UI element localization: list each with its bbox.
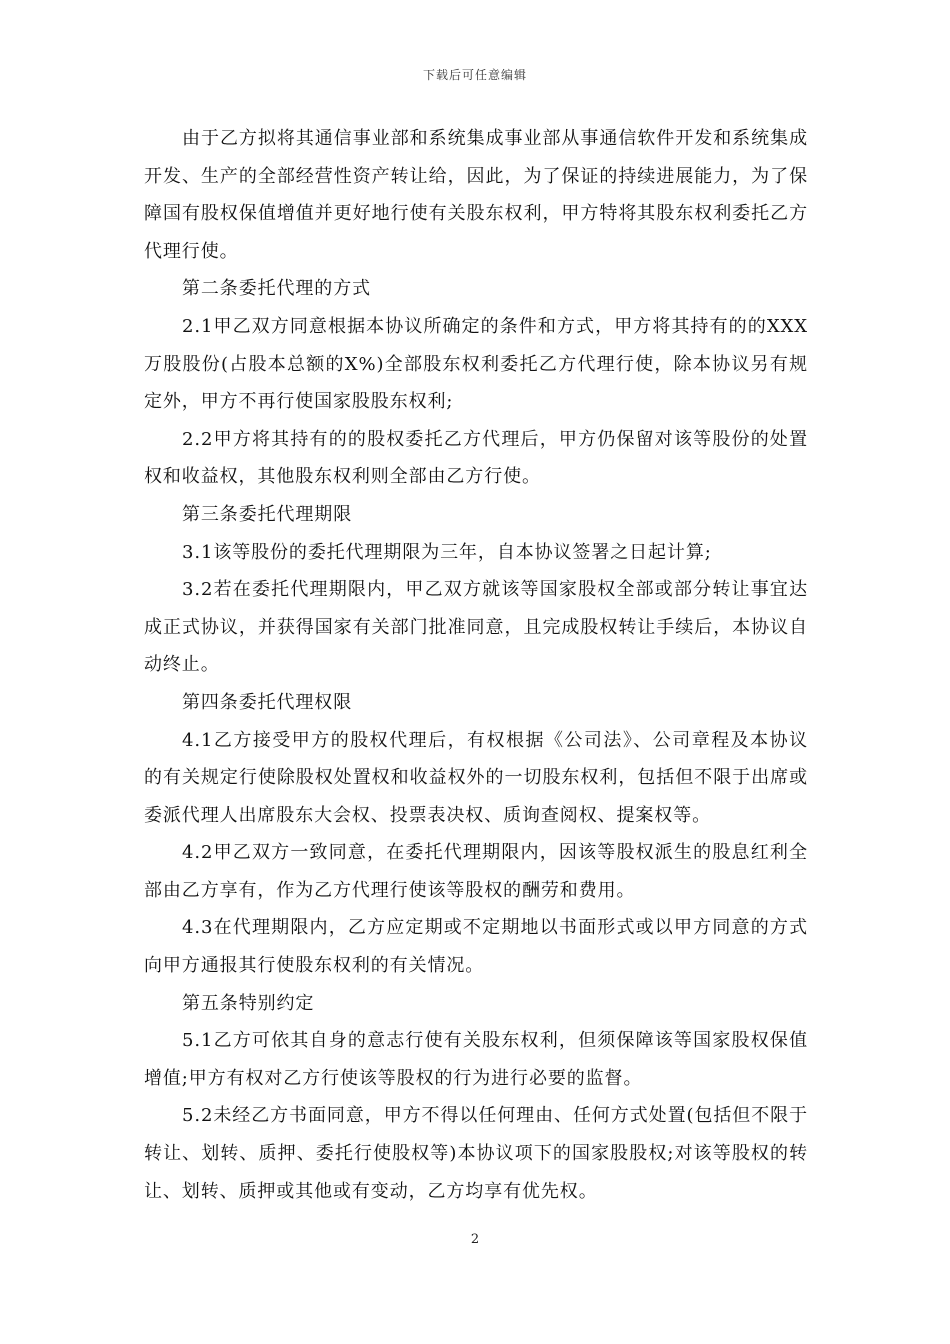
clause-4-3: 4.3在代理期限内，乙方应定期或不定期地以书面形式或以甲方同意的方式向甲方通报其行使股东权利的有关情况。 <box>144 917 808 977</box>
clause-4-1: 4.1乙方接受甲方的股权代理后，有权根据《公司法》、公司章程及本协议的有关规定行使除股权处置权和收益权外的一切股东权利，包括但不限于出席或委派代理人出席股东大会权、投票表决权、质询查阅权、提案权等。 <box>144 729 808 826</box>
document-body <box>144 120 808 1210</box>
page-header: 下载后可任意编辑 <box>422 68 527 82</box>
clause-5-1: 5.1乙方可依其自身的意志行使有关股东权利，但须保障该等国家股权保值增值;甲方有权对乙方行使该等股权的行为进行必要的监督。 <box>144 1030 808 1089</box>
clause-2-2: 2.2甲方将其持有的的股权委托乙方代理后，甲方仍保留对该等股份的处置权和收益权，其他股东权利则全部由乙方行使。 <box>144 428 808 488</box>
clause-3-1: 3.1该等股份的委托代理期限为三年，自本协议签署之日起计算; <box>182 541 712 563</box>
article-3-heading: 第三条委托代理期限 <box>182 503 353 525</box>
article-4-heading: 第四条委托代理权限 <box>182 691 353 713</box>
article-5-heading: 第五条特别约定 <box>182 992 315 1014</box>
clause-2-1: 2.1甲乙双方同意根据本协议所确定的条件和方式，甲方将其持有的的XXX万股股份(占股本总额的X%)全部股东权利委托乙方代理行使，除本协议另有规定外，甲方不再行使国家股股东权利; <box>144 315 808 413</box>
clause-5-2: 5.2未经乙方书面同意，甲方不得以任何理由、任何方式处置(包括但不限于转让、划转、质押、委托行使股权等)本协议项下的国家股股权;对该等股权的转让、划转、质押或其他或有变动，乙方均享有优先权。 <box>144 1105 808 1202</box>
article-2-heading: 第二条委托代理的方式 <box>182 278 371 300</box>
page-number: 2 <box>470 1232 480 1247</box>
clause-4-2: 4.2甲乙双方一致同意，在委托代理期限内，因该等股权派生的股息红利全部由乙方享有，作为乙方代理行使该等股权的酬劳和费用。 <box>144 842 808 901</box>
clause-3-2: 3.2若在委托代理期限内，甲乙双方就该等国家股权全部或部分转让事宜达成正式协议，并获得国家有关部门批准同意，且完成股权转让手续后，本协议自动终止。 <box>144 579 808 676</box>
paragraph-intro: 由于乙方拟将其通信事业部和系统集成事业部从事通信软件开发和系统集成开发、生产的全部经营性资产转让给，因此，为了保证的持续进展能力，为了保障国有股权保值增值并更好地行使有关股东权利，甲方特将其股东权利委托乙方代理行使。 <box>144 128 808 262</box>
